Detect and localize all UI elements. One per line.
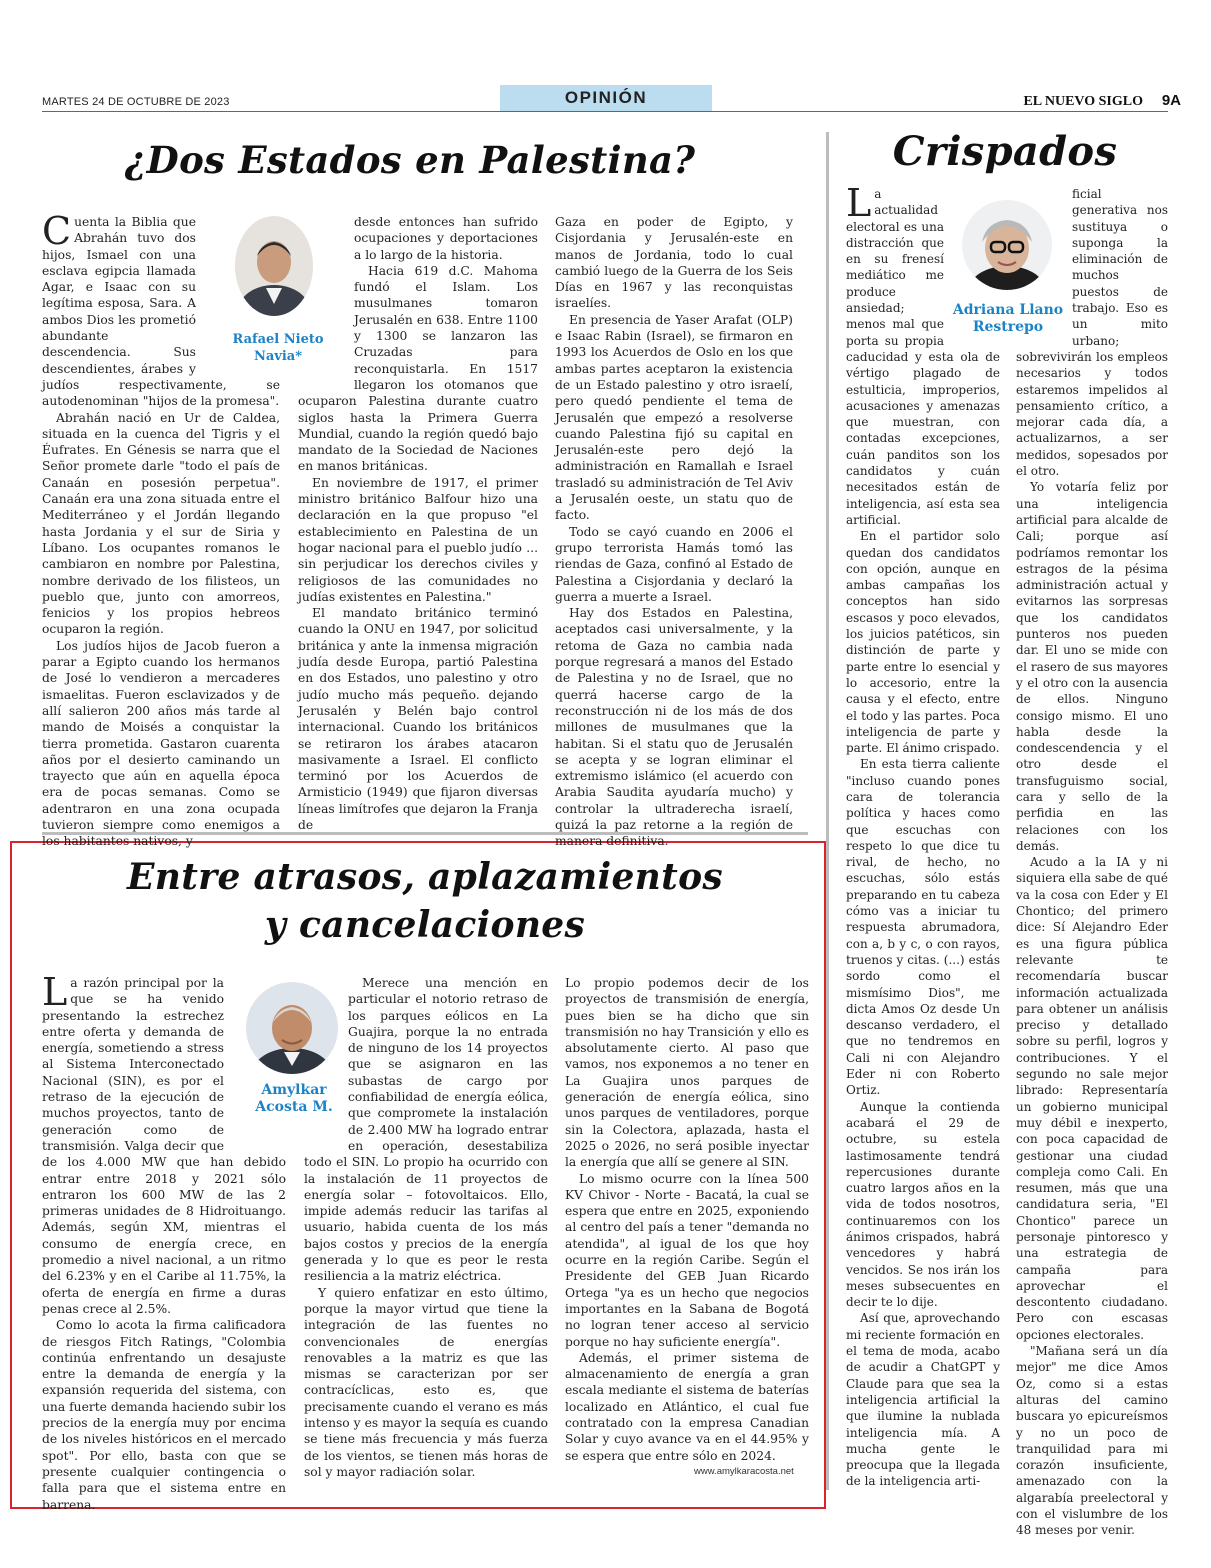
paragraph: ficial generativa nos sustituya o suponga la eliminación de muchos puestos de trabajo. Eso es un mito urbano; sobrevivirán los empleos necesarios y todos estaremos impelidos al pensamiento crítico, a mejorar cada día, a actualizarnos, a ser medidos, sopesados por el otro. [1016,187,1168,479]
paragraph: Como lo acota la firma calificadora de riesgos Fitch Ratings, "Colombia continúa enfrentando un desajuste entre la demanda de energía y la expansión requerida del sistema, con una fuerte demanda haciendo subir los precios de la energía muy por encima de los niveles históricos en el mercado spot". Por ello, basta con que se presente cualquier contingencia o falla para que el sistema entre en barrena. [42,1318,286,1512]
article-column: La actualidad electoral es una distracción que en su frenesí mediático me produce ansiedad; menos mal que porta su propia caducidad y esta ola de vértigo plagado de estulticia, improperios, acusaciones y amenazas que muestran, con contadas excepciones, cuán panditos son los candidatos y cuán necesitados están de inteligencia, así esta sea artificial. En el partidor solo quedan dos candidatos con opción, aunque en ambas campañas los conceptos han sido escasos y poco elevados, los juicios patéticos, sin distinción de parte y parte entre lo esencial y lo accesorio, entre la causa y el efecto, entre el todo y las partes. Poca inteligencia de parte y parte. El ánimo crispado. En esta tierra caliente "incluso cuando pones cara de tolerancia política y haces como que escuchas con respeto lo que dice tu rival, de hecho, no escuchas, sólo estás preparando en tu cabeza cómo vas a iniciar tu respuesta abrumadora, con a, b y c, o con rayos, truenos y citas. (...) estás sordo como el mismísimo Dios", me dicta Amos Oz desde Un descanso verdadero, el que no tendremos en Cali ni con Alejandro Eder ni con Roberto Ortiz. Aunque la contienda acabará el 29 de octubre, su estela lastimosamente tendrá repercusiones durante cuatro largos años en la vida de todos nosotros, continuaremos con los ánimos crispados, habrá vencedores y habrá vencidos. Se nos irán los meses subsecuentes en decir te lo dije. Así que, aprovechando mi reciente formación en el tema de moda, acabo de acudir a ChatGPT y Claude para que sea la inteligencia artificial la que ilumine la nublada inteligencia mía. A mucha gente le preocupa que la llegada de la inteligencia arti- [846,181,1000,1489]
paragraph: Además, el primer sistema de almacenamiento de energía a gran escala mediante el sistema de baterías localizado en Atlántico, el cual fue contratado con la empresa Canadian Solar y cuyo avance va en el 44.95% y se espera que entre sólo en 2024. [565,1350,809,1463]
paragraph: En esta tierra caliente "incluso cuando pones cara de tolerancia política y haces como que escuchas con respeto lo que dice tu rival, de hecho, no escuchas, sólo estás preparando en tu cabeza cómo vas a iniciar tu respuesta abrumadora, con a, b y c, o con rayos, truenos y citas. (...) estás sordo como el mismísimo Dios", me dicta Amos Oz desde Un descanso verdadero, el que no tendremos en Cali ni con Alejandro Eder ni con Roberto Ortiz. [846,757,1000,1098]
article-title: ¿Dos Estados en Palestina? [124,138,696,182]
article-column [555,214,793,850]
paragraph: Lo propio podemos decir de los proyectos de transmisión de energía, pues bien se ha dicho que sin transmisión no hay Transición y ello es absolutamente cierto. Al paso que vamos, nos exponemos a no tener en La Guajira unos parques de generación de energía eólica, sino unos parques de ventiladores, porque sin la Colectora, aplazada, hasta el 2025 o 2026, no será posible inyectar la energía que allí se genere al SIN. [565,976,809,1170]
paragraph: "Mañana será un día mejor" me dice Amos Oz, como si a estas alturas del camino buscara yo epicureísmos y no un poco de tranquilidad para mi corazón insuficiente, amenazado con la algarabía preelectoral y con el vislumbre de los 48 meses por venir. [1016,1344,1168,1538]
paragraph: Hacia 619 d.C. Mahoma fundó el Islam. Los musulmanes tomaron Jerusalén en 638. Entre 1100 y 1300 se lanzaron las Cruzadas para reconquistarla. En 1517 llegaron los otomanos que ocuparon Palestina durante cuatro siglos hasta la Primera Guerra Mundial, cuando la región quedó bajo mandato de la Sociedad de Naciones en manos británicas. [298,263,538,474]
paragraph: uenta la Biblia que Abrahán tuvo dos hijos, Ismael con una esclava egipcia llamada Agar, e Isaac con su legítima esposa, Sara. A ambos Dios les prometió abundante descendencia. Sus descendientes, árabes y judíos respectivamente, se autodenominan "hijos de la promesa". [42,215,280,409]
article-column: La razón principal por la que se ha venido presentando la estrechez entre oferta y demanda de energía, sometiendo a stress al Sistema Interconectado Nacional (SIN), es por el retraso de la ejecución de muchos proyectos, tanto de generación como de transmisión. Valga decir que de los 4.000 MW que han debido entrar entre 2018 y 2021 sólo entraron los 600 MW de las 2 primeras unidades de 8 Hidroituango. Además, según XM, mientras el consumo de energía crece, en promedio a nivel nacional, a un ritmo del 6.23% y en el Caribe al 11.75%, la oferta de energía en firme a duras penas crece al 2.5%. Como lo acota la firma calificadora de riesgos Fitch Ratings, "Colombia continúa enfrentando un desajuste entre la demanda de energía y la expansión requerida del sistema, con una fuerte demanda haciendo subir los precios de la energía muy por encima de los niveles históricos en el mercado spot". Por ello, basta con que se presente cualquier contingencia o falla para que el sistema entre en barrena. [42,970,286,1512]
article-column [565,975,809,1464]
article-column [298,214,538,833]
paragraph: Los judíos hijos de Jacob fueron a parar a Egipto cuando los hermanos de José lo vendieron a mercaderes ismaelitas. Fueron esclavizados y de allí salieron 200 años más tarde al mando de Moisés a conquistar la tierra prometida. Gastaron cuarenta años por el desierto caminando un trayecto que aún en aquella época era de pocas semanas. Como se adentraron en una zona ocupada tuvieron siempre como enemigos a los habitantes nativos, y [42,638,280,849]
author-name: Adriana Llano Restrepo [952,302,1064,335]
paragraph: Lo mismo ocurre con la línea 500 KV Chivor - Norte - Bacatá, la cual se espera que entre en 2025, exponiendo al centro del país a tener "demanda no atendida", al igual de los que hoy ocurre en la región Caribe. Según el Presidente del GEB Juan Ricardo Ortega "ya es un hecho que negocios importantes en la Sabana de Bogotá no logran tener acceso al servicio porque no hay suficiente energía". [565,1171,809,1349]
paragraph: Merece una mención en particular el notorio retraso de los parques eólicos en La Guajira, porque la no entrada de ninguno de los 14 proyectos que se asignaron en las subastas de cargo por confiabilidad de energía eólica, que compromete la instalación de 2.400 MW ha logrado entrar en operación, desestabiliza todo el SIN. Lo propio ha ocurrido con la instalación de 11 proyectos de energía solar – fotovoltaicos. Ello, impide además reducir las tarifas al usuario, habida cuenta de los más bajos costos y precios de la energía generada y lo que es peor le resta resiliencia a la matriz eléctrica. [304,976,548,1284]
article-column [304,975,548,1480]
article-column [1016,186,1168,1539]
page-number: 9A [1161,92,1181,109]
paragraph: En noviembre de 1917, el primer ministro británico Balfour hizo una declaración en la que propuso "el establecimiento en Palestina de un hogar nacional para el pueblo judío ... sin perjudicar los derechos civiles y religiosos de las comunidades no judías existentes en Palestina." [298,475,538,604]
issue-date: MARTES 24 DE OCTUBRE DE 2023 [42,96,230,108]
paragraph: Y quiero enfatizar en esto último, porque la mayor virtud que tiene la integración de las fuentes no convencionales de energías renovables a la matriz es que las mismas se caracterizan por ser contracíclicas, esto es, que precisamente cuando el verano es más intenso y es mayor la sequía es cuando se tiene más frecuencia y más fuerza de los vientos, se tienen más horas de sol y mayor radiación solar. [304,1285,548,1479]
paragraph: Acudo a la IA y ni siquiera ella sabe de qué va la cosa con Eder y El Chontico; del primero dice: Sí Alejandro Eder es una figura pública relevante te recomendaría buscar información actualizada para obtener un análisis preciso y detallado sobre su perfil, logros y contribuciones. Y el segundo no sale mejor librado: Representaría un gobierno municipal muy débil e inexperto, con poca capacidad de gestionar una ciudad compleja como Cali. En resumen, más que una candidatura seria, "El Chontico" parece un personaje pintoresco y una estrategia de campaña para aprovechar el descontento ciudadano. Pero con escasas opciones electorales. [1016,855,1168,1342]
paragraph: a razón principal por la que se ha venido presentando la estrechez entre oferta y demanda de energía, sometiendo a stress al Sistema Interconectado Nacional (SIN), es por el retraso de la ejecución de muchos proyectos, tanto de generación como de transmisión. Valga decir que de los 4.000 MW que han debido entrar entre 2018 y 2021 sólo entraron los 600 MW de las 2 primeras unidades de 8 Hidroituango. Además, según XM, mientras el consumo de energía crece, en promedio a nivel nacional, a un ritmo del 6.23% y en el Caribe al 11.75%, la oferta de energía en firme a duras penas crece al 2.5%. [42,976,286,1316]
section-label: OPINIÓN [500,85,712,111]
article-column: Cuenta la Biblia que Abrahán tuvo dos hijos, Ismael con una esclava egipcia llamada Agar, e Isaac con su legítima esposa, Sara. A ambos Dios les prometió abundante descendencia. Sus descendientes, árabes y judíos respectivamente, se autodenominan "hijos de la promesa". Abrahán nació en Ur de Caldea, situada en la cuenca del Tigris y el Éufrates. En Génesis se narra que el Señor promete darle "todo el país de Canaán en posesión perpetua". Canaán era una zona situada entre el Mediterráneo y el Jordán llegando hasta Jordania y el sur de Siria y Líbano. Los ocupantes romanos le cambiaron en nombre por Palestina, nombre derivado de los filisteos, un pueblo que, junto con amorreos, fenicios y los propios hebreos ocuparon la región. Los judíos hijos de Jacob fueron a parar a Egipto cuando los hermanos de José lo vendieron a mercaderes ismaelitas. Fueron esclavizados y de allí salieron 200 años más tarde al mando de Moisés a conquistar la tierra prometida. Gastaron cuarenta años por el desierto caminando un trayecto que aún en aquella época era de pocas semanas. Como se adentraron en una zona ocupada tuvieron siempre como enemigos a los habitantes nativos, y [42,209,280,849]
paragraph: Yo votaría feliz por una inteligencia artificial para alcalde de Cali; porque así podríamos remontar los estragos de la pésima administración actual y evitarnos las sorpresas que los candidatos punteros nos pueden dar. El uno se mide con el rasero de sus mayores y el otro con la ausencia de ellos. Ninguno consigo mismo. El uno habla desde la condescendencia y el otro desde el transfuguismo social, cara y sello de la perfidia en las relaciones con los demás. [1016,480,1168,853]
paragraph: Todo se cayó cuando en 2006 el grupo terrorista Hamás tomó las riendas de Gaza, confinó al Estado de Palestina a Cisjordania y declaró la guerra a muerte a Israel. [555,524,793,604]
paragraph: Hay dos Estados en Palestina, aceptados casi universalmente, y la retoma de Gaza no cambia nada porque regresará a manos del Estado de Palestina y no de Israel, que no querrá hacerse cargo de la reconstrucción ni de los más de dos millones de musulmanes que la habitan. Si el statu quo de Jerusalén se acepta y se logran eliminar el extremismo islámico (el acuerdo con Arabia Saudita ayudaría mucho) y controlar la ultraderecha israelí, quizá la paz retorne a la región de manera definitiva. [555,606,793,849]
article-title: Crispados [892,128,1118,175]
masthead: EL NUEVO SIGLO [1023,94,1143,109]
paragraph: En presencia de Yaser Arafat (OLP) e Isaac Rabin (Israel), se firmaron en 1993 los Acuerdos de Oslo en los que ambas partes aceptaron la existencia de un Estado palestino y otro israelí, pero quedó pendiente el tema de Jerusalén que empezó a resolverse cuando Palestina fijó su capital en Jerusalén-este pero dejó la administración en Ramallah e Israel trasladó su administración de Tel Aviv a Jerusalén oeste, un statu quo de facto. [555,312,793,523]
paragraph: desde entonces han sufrido ocupaciones y deportaciones a lo largo de la historia. [354,215,538,262]
author-website: www.amylkaracosta.net [694,1466,794,1477]
column-divider [826,132,829,1490]
article-title: Entre atrasos, aplazamientos y cancelaciones [127,856,723,946]
paragraph: Así que, aprovechando mi reciente formación en el tema de moda, acabo de acudir a ChatGPT y Claude para que sea la inteligencia artificial la que ilumine la nublada inteligencia mía. A mucha gente le preocupa que la llegada de la inteligencia arti- [846,1311,1000,1489]
paragraph: Abrahán nació en Ur de Caldea, situada en la cuenca del Tigris y el Éufrates. En Génesis se narra que el Señor promete darle "todo el país de Canaán en posesión perpetua". Canaán era una zona situada entre el Mediterráneo y el Jordán llegando hasta Jordania y el sur de Siria y Líbano. Los ocupantes romanos le cambiaron en nombre por Palestina, nombre derivado de los filisteos, un pueblo que, junto con amorreos, fenicios y los propios hebreos ocuparon la región. [42,410,280,637]
header-rule [42,111,1168,112]
author-name: Amylkar Acosta M. [255,1082,333,1115]
paragraph: Aunque la contienda acabará el 29 de octubre, su estela lastimosamente tendrá repercusiones durante cuatro largos años en la vida de todos nosotros, continuaremos con los ánimos crispados, habrá vencedores y habrá vencidos. Se nos irán los meses subsecuentes en decir te lo dije. [846,1099,1000,1310]
paragraph: Gaza en poder de Egipto, y Cisjordania y Jerusalén-este en manos de Jordania, todo lo cual cambió luego de la Guerra de los Seis Días en 1967 y las reconquistas israelíes. [555,215,793,311]
paragraph: El mandato británico terminó cuando la ONU en 1947, por solicitud británica y ante la inmensa migración judía desde Europa, partió Palestina en dos Estados, uno palestino y otro judío mucho más pequeño. dejando Jerusalén y Belén bajo control internacional. Cuando los británicos se retiraron los árabes atacaron masivamente a Israel. El conflicto terminó por los Acuerdos de Armisticio (1949) que fijaron diversas líneas limítrofes que dejaron la Franja de [298,606,538,832]
paragraph: a actualidad electoral es una distracción que en su frenesí mediático me produce ansiedad; menos mal que porta su propia caducidad y esta ola de vértigo plagado de estulticia, improperios, acusaciones y amenazas que muestran, con contadas excepciones, cuán panditos son los candidatos y cuán necesitados están de inteligencia, así esta sea artificial. [846,187,1000,527]
author-name: Rafael Nieto Navia* [232,332,324,364]
paragraph: En el partidor solo quedan dos candidatos con opción, aunque en ambas campañas los conceptos han sido escasos y poco elevados, los juicios patéticos, sin distinción de parte y parte entre lo esencial y lo accesorio, entre la causa y el efecto, entre el todo y las partes. Poca inteligencia de parte y parte. El ánimo crispado. [846,529,1000,756]
